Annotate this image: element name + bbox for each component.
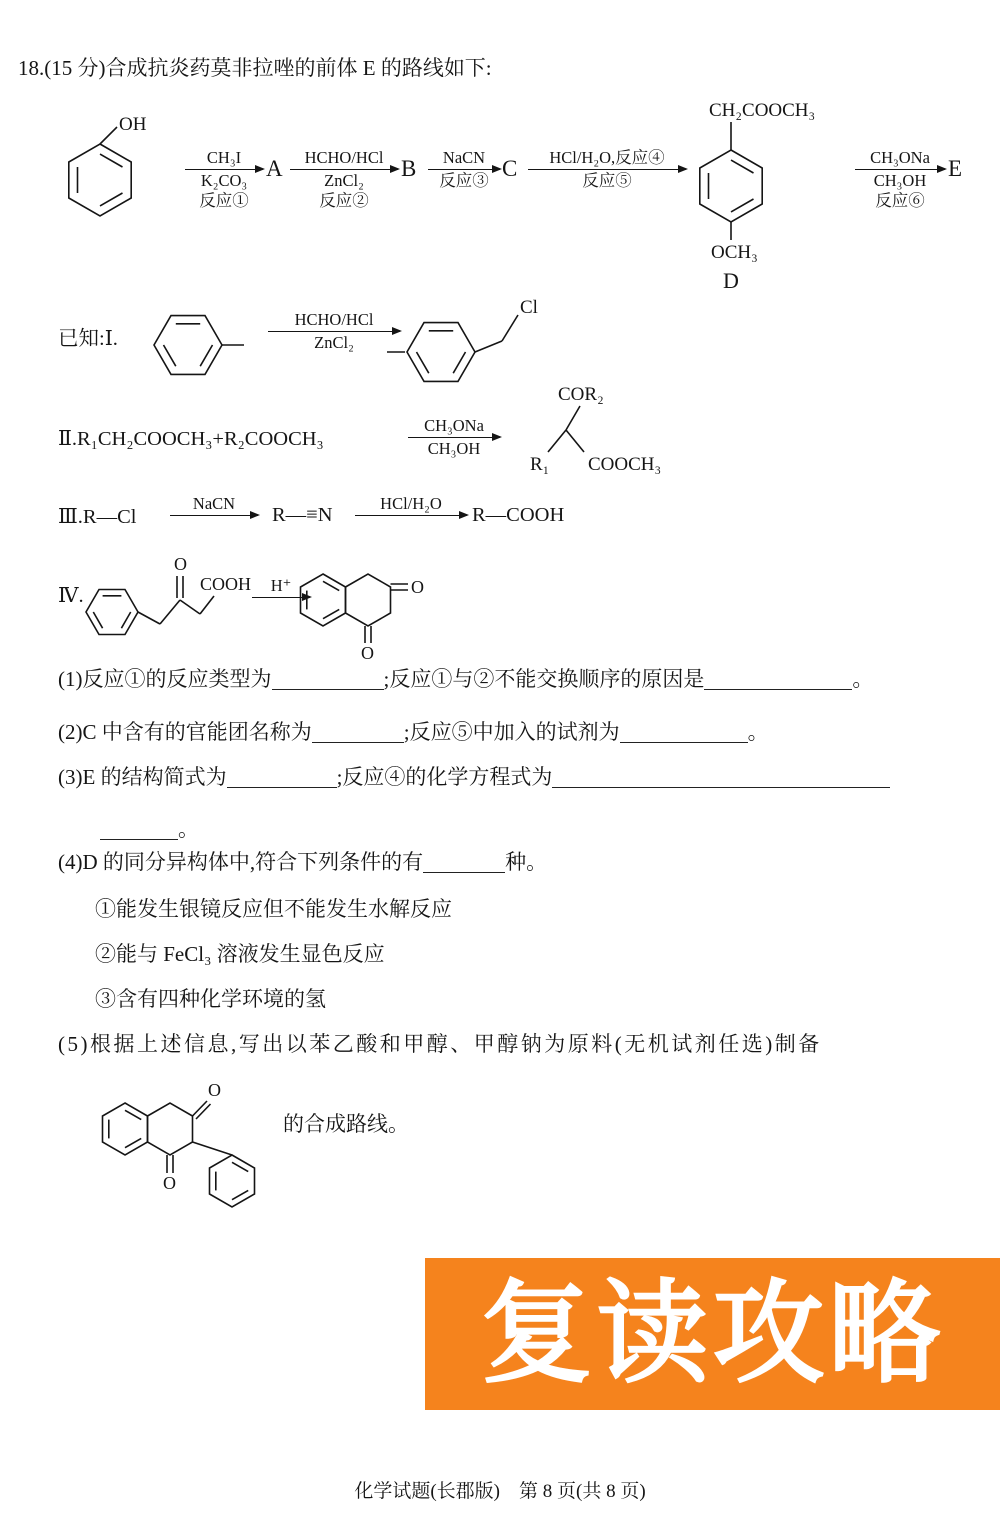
ketone-oxygen-label: O (174, 554, 187, 574)
known-reaction-3 (40, 492, 1000, 547)
ester-label: COOCH₃ (588, 454, 662, 475)
reagent-above: HCl/H₂O (380, 494, 442, 513)
reaction-number: 反应① (199, 190, 249, 210)
question-3 (58, 761, 890, 791)
chlorine-label: Cl (520, 297, 538, 318)
known-reaction-2 (40, 384, 1000, 488)
known3-arrow-1 (170, 494, 258, 517)
answer-blank-q3-2 (552, 770, 890, 788)
reagent-above: CH₃I (206, 148, 242, 167)
arrow-shaft (170, 515, 258, 516)
answer-blank-q1-2 (704, 672, 852, 690)
question-3-continuation (100, 813, 199, 843)
hydroxyl-label: OH (119, 114, 147, 135)
arrow-shaft (268, 331, 400, 332)
answer-blank-q3-3 (100, 822, 178, 840)
compound-c-label: C (502, 156, 518, 181)
known3-arrow-2 (355, 494, 467, 517)
phenol-structure (55, 108, 175, 228)
r1-label: R₁ (530, 454, 550, 475)
repeat-banner (425, 1258, 1000, 1410)
reagent-below: ZnCl₂ (314, 333, 354, 353)
known1-arrow (268, 310, 400, 353)
reaction-number: 反应② (319, 190, 369, 210)
arrow-shaft (428, 169, 500, 170)
question-5: (5)根据上述信息,写出以苯乙酸和甲醇、甲醇钠为原料(无机试剂任选)制备 (58, 1032, 822, 1056)
q2-text-b: ;反应⑤中加入的试剂为 (403, 720, 620, 744)
known-reaction-1 (40, 295, 1000, 390)
reaction-arrow-3 (428, 148, 500, 191)
compound-b-label: B (401, 156, 417, 181)
reaction-number: 反应⑥ (875, 190, 925, 210)
q2-text-a: (2)C 中含有的官能团名称为 (58, 720, 312, 744)
known2-product-structure (510, 386, 690, 486)
arrow-shaft (290, 169, 398, 170)
reagent-below: CH₃OH (873, 171, 927, 191)
arrow-shaft (408, 437, 500, 438)
compound-e-label: E (948, 156, 963, 181)
target-oxygen-bottom-label: O (163, 1173, 176, 1193)
q5-suffix-text: 的合成路线。 (283, 1112, 409, 1136)
d-top-group-label: CH₂COOCH₃ (709, 100, 816, 121)
ketoacid-structure (82, 550, 257, 650)
reaction-arrow-4 (528, 148, 686, 191)
known4-label: Ⅳ. (58, 585, 84, 607)
arrow-shaft (528, 169, 686, 170)
target-molecule-structure (90, 1072, 290, 1222)
known3-nitrile: R—≡N (272, 504, 333, 526)
q1-period: 。 (852, 667, 874, 691)
answer-blank-q3-1 (227, 770, 337, 788)
known2-reactants: Ⅱ.R₁CH₂COOCH₃+R₂COOCH₃ (58, 428, 324, 450)
q4-text-b: 种。 (505, 850, 548, 874)
cor2-label: COR₂ (558, 384, 604, 405)
reagent-below: ZnCl₂ (324, 171, 364, 191)
reagent-above: HCHO/HCl (294, 310, 374, 329)
dione-oxygen-bottom-label: O (361, 643, 374, 663)
reagent-above: H⁺ (270, 576, 292, 595)
q1-text-a: (1)反应①的反应类型为 (58, 667, 272, 691)
compound-a-label: A (266, 156, 283, 181)
answer-blank-q2-2 (620, 725, 748, 743)
q4-condition-1: ①能发生银镜反应但不能发生水解反应 (95, 897, 452, 921)
reaction-arrow-5 (855, 148, 945, 210)
known3-acid: R—COOH (472, 504, 565, 526)
reaction-number: 反应⑤ (582, 171, 632, 191)
reaction-number: 反应③ (439, 171, 489, 191)
reaction-arrow-1 (185, 148, 263, 210)
banner-text: 复读攻略 (480, 1271, 945, 1396)
compound-d-letter: D (723, 268, 739, 293)
cooh-label: COOH (200, 574, 252, 594)
question-1 (58, 663, 873, 693)
d-bottom-group-label: OCH₃ (711, 242, 758, 263)
reaction-arrow-2 (290, 148, 398, 210)
q3-text-b: ;反应④的化学方程式为 (336, 765, 553, 789)
reagent-below: CH₃OH (427, 439, 481, 459)
reagent-above: CH₃ONa (424, 416, 484, 435)
q4-condition-3: ③含有四种化学环境的氢 (95, 987, 326, 1011)
page-footer: 化学试题(长郡版) 第 8 页(共 8 页) (354, 1481, 646, 1502)
q3-text-a: (3)E 的结构简式为 (58, 765, 227, 789)
q3-cont-period: 。 (178, 817, 199, 841)
target-oxygen-top-label: O (208, 1080, 221, 1100)
q2-period: 。 (747, 720, 769, 744)
main-scheme (40, 90, 1000, 300)
reagent-above: NaCN (442, 148, 486, 167)
naphthalenedione-structure (285, 548, 430, 663)
answer-blank-q4 (423, 855, 505, 873)
compound-d-structure (665, 90, 875, 295)
arrow-shaft (185, 169, 263, 170)
q1-text-b: ;反应①与②不能交换顺序的原因是 (383, 667, 705, 691)
arrow-shaft (855, 169, 945, 170)
reagent-below: K₂CO₃ (200, 171, 248, 191)
known-prefix: 已知:Ⅰ. (58, 328, 118, 350)
reagent-above: NaCN (192, 494, 236, 513)
known2-arrow (408, 416, 500, 459)
known3-start: Ⅲ.R—Cl (58, 506, 137, 528)
reagent-above: CH₃ONa (870, 148, 930, 167)
answer-blank-q1-1 (272, 672, 384, 690)
dione-oxygen-right-label: O (411, 577, 424, 597)
question-2 (58, 716, 769, 746)
benzyl-chloride-structure (385, 295, 550, 395)
question-title: 18.(15 分)合成抗炎药莫非拉唑的前体 E 的路线如下: (18, 56, 492, 80)
known-reaction-4 (40, 548, 1000, 663)
benzene-reactant-structure (140, 303, 255, 388)
arrow-shaft (355, 515, 467, 516)
answer-blank-q2-1 (312, 725, 404, 743)
q4-text-a: (4)D 的同分异构体中,符合下列条件的有 (58, 850, 424, 874)
reagent-above: HCl/H₂O,反应④ (549, 148, 665, 167)
reagent-above: HCHO/HCl (304, 148, 384, 167)
question-4 (58, 846, 547, 876)
q4-condition-2: ②能与 FeCl₃ 溶液发生显色反应 (95, 942, 385, 966)
